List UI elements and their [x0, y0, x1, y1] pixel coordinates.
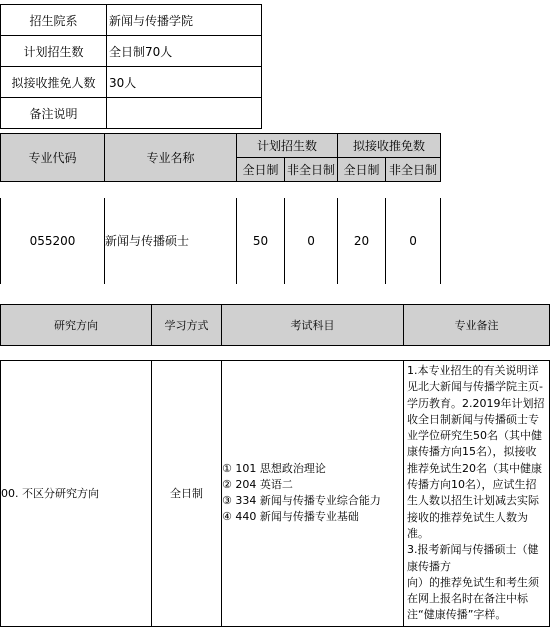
header-major-name: 专业名称: [105, 134, 237, 182]
header-exempt-count: 拟接收推免数: [338, 134, 441, 158]
remark-line: 在网上报名时在备注中标: [407, 592, 528, 606]
plan-data-row: [1, 198, 441, 284]
remark-line: 收全日制新闻与传播硕士专: [407, 412, 539, 426]
info-row: [1, 36, 262, 67]
remark-line: 推荐免试生20名（其中健康: [407, 461, 542, 475]
major-remarks: [404, 361, 550, 627]
info-table: [0, 4, 262, 129]
exam-subject: ① 101 思想政治理论: [222, 462, 326, 476]
header-exam-subjects: 考试科目: [222, 305, 404, 346]
header-major-code: 专业代码: [1, 134, 105, 182]
exam-subject: ③ 334 新闻与传播专业综合能力: [222, 494, 381, 508]
exempt-part-time: 0: [386, 198, 441, 284]
plan-spacer-row: [1, 182, 441, 198]
header-exempt-full-time: 全日制: [338, 158, 386, 182]
exam-subjects: [222, 361, 404, 627]
detail-row: [1, 361, 550, 627]
remark-line: 注“健康传播”字样。: [407, 608, 507, 622]
remark-line: 1.本专业招生的有关说明详: [407, 364, 539, 377]
research-direction: 00. 不区分研究方向: [1, 361, 152, 627]
plan-full-time: 50: [237, 198, 285, 284]
remark-line: 康传播方向15名），拟接收: [407, 445, 537, 459]
info-row: [1, 67, 262, 98]
header-plan-full-time: 全日制: [237, 158, 285, 182]
info-label: 拟接收推免人数: [1, 67, 107, 98]
info-row: [1, 5, 262, 36]
info-label: 招生院系: [1, 5, 107, 36]
major-name: 新闻与传播硕士: [105, 198, 237, 284]
header-exempt-part-time: 非全日制: [386, 158, 441, 182]
remark-line: 准。: [407, 526, 429, 540]
plan-header-row: [1, 134, 441, 158]
study-mode: 全日制: [152, 361, 222, 627]
info-value: [107, 98, 262, 129]
info-value: 全日制70人: [107, 36, 262, 67]
exempt-full-time: 20: [338, 198, 386, 284]
header-major-remarks: 专业备注: [404, 305, 550, 346]
remark-line: 向）的推荐免试生和考生须: [407, 575, 539, 589]
remark-line: 生人数以招生计划减去实际: [407, 494, 539, 508]
info-value: 30人: [107, 67, 262, 98]
detail-header-row: [1, 305, 550, 346]
header-study-mode: 学习方式: [152, 305, 222, 346]
major-code: 055200: [1, 198, 105, 284]
header-plan-part-time: 非全日制: [285, 158, 338, 182]
exam-subject: ② 204 英语二: [222, 478, 293, 492]
remark-line: 3.报考新闻与传播硕士（健: [407, 543, 539, 557]
remark-line: 学历教育。2.2019年计划招: [407, 396, 545, 410]
header-research-direction: 研究方向: [1, 305, 152, 346]
spacer: [1, 182, 441, 198]
info-value: 新闻与传播学院: [107, 5, 262, 36]
header-plan-count: 计划招生数: [237, 134, 338, 158]
detail-header-table: [0, 304, 550, 346]
info-label: 计划招生数: [1, 36, 107, 67]
remark-line: 见北大新闻与传播学院主页-: [407, 380, 543, 394]
info-row: [1, 98, 262, 129]
info-label: 备注说明: [1, 98, 107, 129]
remark-line: 接收的推荐免试生人数为: [407, 510, 528, 524]
remark-line: 康传播方: [407, 559, 451, 573]
detail-table: [0, 360, 550, 627]
remark-line: 业学位研究生50名（其中健: [407, 429, 542, 443]
exam-subject: ④ 440 新闻与传播专业基础: [222, 510, 359, 524]
plan-part-time: 0: [285, 198, 338, 284]
remark-line: 传播方向10名），应试生招: [407, 478, 537, 492]
plan-table: [0, 133, 441, 284]
